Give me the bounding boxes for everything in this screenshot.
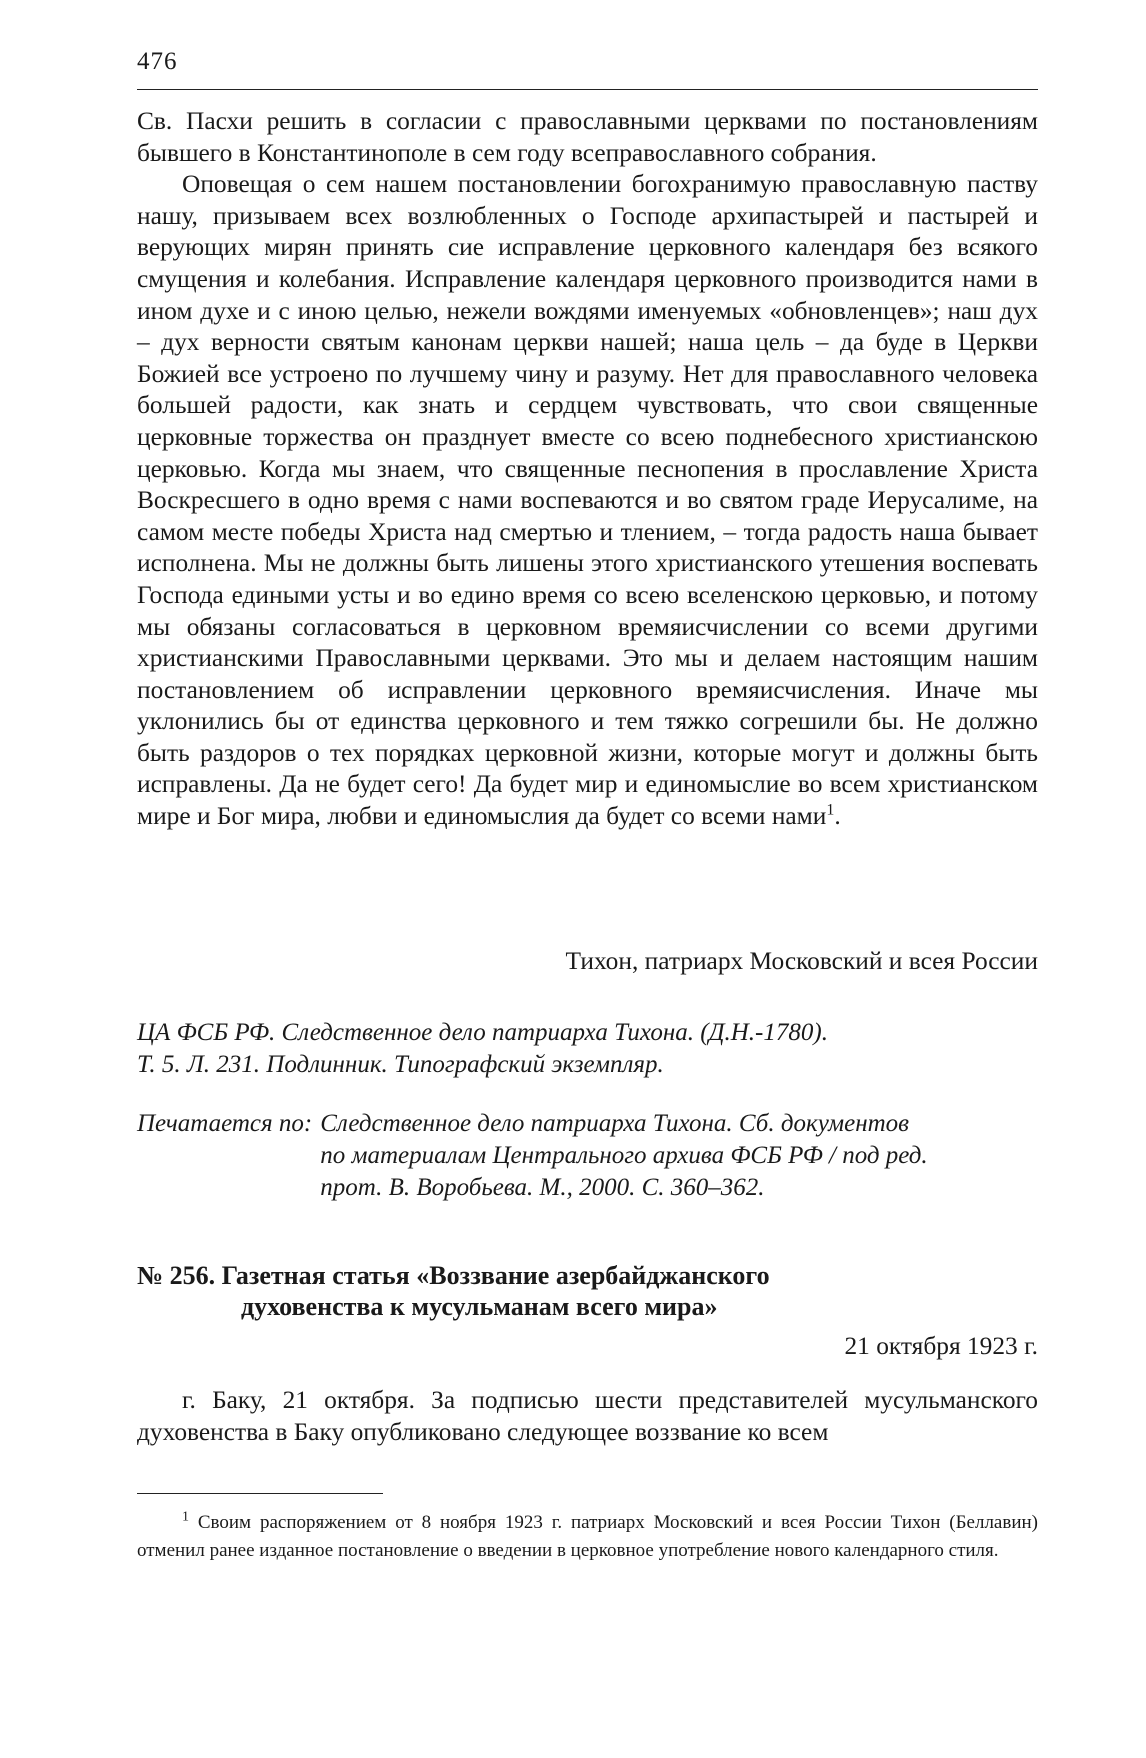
paragraph-main-text: Оповещая о сем нашем постановлении богохранимую православную паству нашу, призываем всех возлюбленных о Господе архипастырей и пастырей и верующих мирян принять сие исправление церковного календаря без всякого смущения и колебания. Исправление календаря церковного производится нами в ином духе и с иною целью, нежели вождями именуемых «обновленцев»; наш дух – дух верности святым канонам церкви нашей; наша цель – да буде в Церкви Божией все устроено по лучшему чину и разуму. Нет для православного человека большей радости, как знать и сердцем чувствовать, что свои священные церковные торжества он празднует вместе со всею поднебесного христианскою церковью. Когда мы знаем, что священные песнопения в прославление Христа Воскресшего в одно время с нами воспеваются и во святом граде Иерусалиме, на самом месте победы Христа над смертью и тлением, – тогда радость наша бывает исполнена. Мы не должны быть лишены этого христианского утешения воспевать Господа едиными усты и во едино время со всею вселенскою церковью, и потому мы обязаны согласоваться в церковном времяисчислении со всеми другими христианскими Православными церквами. Это мы и делаем настоящим нашим постановлением об исправлении церковного времяисчисления. Иначе мы уклонились бы от единства церковного и тем тяжко согрешили бы. Не должно быть раздоров о тех порядках церковной жизни, которые могут и должны быть исправлены. Да не будет сего! Да будет мир и единомыслие во всем христианском мире и Бог мира, любви и единомыслия да будет со всеми нами: [137, 170, 1038, 831]
document-heading: [137, 1260, 1038, 1322]
archive-reference: [137, 1017, 1038, 1081]
body-text: [137, 106, 1038, 833]
printed-source: [137, 1108, 1038, 1204]
printed-line-2: по материалам Центрального архива ФСБ РФ / под ред.: [320, 1142, 928, 1169]
header-rule: [137, 89, 1038, 90]
document-body: [137, 1385, 1038, 1448]
footnote-mark: 1: [182, 1509, 189, 1525]
footnote-text: Своим распоряжением от 8 ноября 1923 г. патриарх Московский и всея России Тихон (Беллавин) отменил ранее изданное постановление о введении в церковное употребление нового календарного стиля.: [137, 1512, 1039, 1561]
printed-line-1: Следственное дело патриарха Тихона. Сб. документов: [320, 1110, 910, 1137]
document-body-paragraph: г. Баку, 21 октября. За подписью шести представителей мусульманского духовенства в Баку опубликовано следующее воззвание ко всем: [137, 1386, 1038, 1446]
signature: Тихон, патриарх Московский и всея России: [565, 947, 1038, 975]
paragraph-continuation: Св. Пасхи решить в согласии с православными церквами по постановлениям бывшего в Константинополе в сем году всеправославного собрания.: [137, 107, 1038, 167]
document-date: 21 октября 1923 г.: [844, 1332, 1038, 1360]
archive-line-1: ЦА ФСБ РФ. Следственное дело патриарха Тихона. (Д.Н.-1780).: [137, 1019, 828, 1046]
printed-source-lines: [320, 1108, 1038, 1204]
paragraph-main: Оповещая о сем нашем постановлении богохранимую православную паству нашу, призываем всех возлюбленных о Господе архипастырей и пастырей и верующих мирян принять сие исправление церковного календаря без всякого смущения и колебания. Исправление календаря церковного производится нами в ином духе и с иною целью, нежели вождями именуемых «обновленцев»; наш дух – дух верности святым канонам церкви нашей; наша цель – да буде в Церкви Божией все устроено по лучшему чину и разуму. Нет для православного человека большей радости, как знать и сердцем чувствовать, что свои священные церковные торжества он празднует вместе со всею поднебесного христианскою церковью. Когда мы знаем, что священные песнопения в прославление Христа Воскресшего в одно время с нами воспеваются и во святом граде Иерусалиме, на самом месте победы Христа над смертью и тлением, – тогда радость наша бывает исполнена. Мы не должны быть лишены этого христианского утешения воспевать Господа едиными усты и во едино время со всею вселенскою церковью, и потому мы обязаны согласоваться в церковном времяисчислении со всеми другими христианскими Православными церквами. Это мы и делаем настоящим нашим постановлением об исправлении церковного времяисчисления. Иначе мы уклонились бы от единства церковного и тем тяжко согрешили бы. Не должно быть раздоров о тех порядках церковной жизни, которые могут и должны быть исправлены. Да не будет сего! Да будет мир и единомыслие во всем христианском мире и Бог мира, любви и единомыслия да будет со всеми нами$^1$.: [137, 170, 1038, 831]
printed-label: Печатается по:: [137, 1110, 313, 1137]
archive-line-2: Т. 5. Л. 231. Подлинник. Типографский экземпляр.: [137, 1051, 664, 1078]
document-heading-line-1: № 256. Газетная статья «Воззвание азербайджанского: [137, 1261, 770, 1290]
footnote-rule: [137, 1493, 383, 1494]
footnote-reference[interactable]: 1: [826, 801, 835, 819]
page-number: 476: [137, 48, 178, 75]
footnote-paragraph: [137, 1509, 1038, 1564]
document-heading-line-2: духовенства к мусульманам всего мира»: [241, 1292, 718, 1321]
footnote: [137, 1509, 1038, 1564]
printed-line-3: прот. В. Воробьева. М., 2000. С. 360–362.: [320, 1174, 765, 1201]
